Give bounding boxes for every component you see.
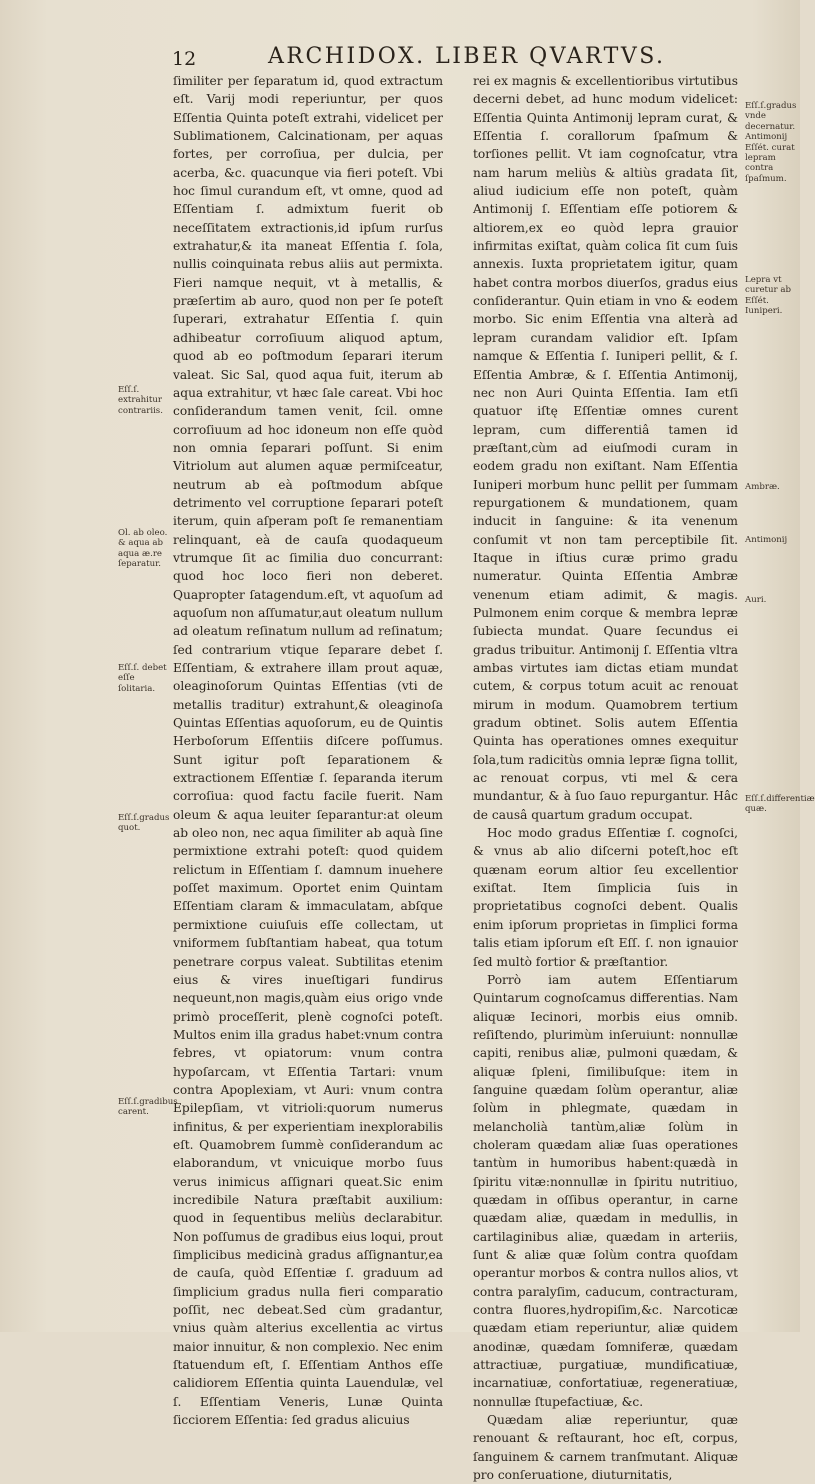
page-header [0, 44, 800, 74]
margin-note-left: Eſſ.ſ.gradibus carent. [118, 1097, 178, 1118]
margin-note-right: Eſſ.ſ.differentiæ quæ. [745, 794, 815, 815]
margin-note-left: Eſſ.ſ. debet eſſe ſolitaria. [118, 663, 167, 694]
right-text-column [473, 72, 738, 1484]
left-paragraph: ſimiliter per ſeparatum id, quod extractum eſt. Varij modi reperiuntur, per quos Eſſentia Quinta poteſt extrahi, videlicet per Sublimationem, Calcinationam, per aquas fortes, per corroſiua, per dulcia, per acerba, &c. quacunque via fieri poteſt. Vbi hoc ſimul curandum eſt, vt omne, quod ad Eſſentiam ſ. admixtum fuerit ob neceſſitatem extractionis,id ipſum rurſus extrahatur,& ita maneat Eſſentia ſ. ſola, nullis coinquinata rebus aliis aut permixta. Fieri namque nequit, vt à metallis, & præſertim ab auro, quod non per ſe poteſt ſuperari, extrahatur Eſſentia ſ. quin adhibeatur corroſiuum aliquod aptum, quod ab eo poſtmodum ſeparari iterum valeat. Sic Sal, quod aqua fuit, iterum ab aqua extrahitur, vt hæc ſale careat. Vbi hoc conſiderandum tamen venit, ſcil. omne corroſiuum ad hoc idoneum non eſſe quòd non omnia ſeparari poſſunt. Si enim Vitriolum aut alumen aquæ permiſceatur, neutrum ab eà poſtmodum abſque detrimento vel corruptione ſeparari poteſt iterum, quin aſperam poſt ſe remanentiam relinquant, eà de cauſa quodaqueum vtrumque ſit ac ſimilia duo concurrant: quod hoc loco fieri non deberet. Quapropter ſatagendum.eſt, vt aquoſum ad aquoſum non aſſumatur,aut oleatum nullum ad oleatum reſinatum nullum ad reſinatum; ſed contrarium vtique ſeparare debet ſ. Eſſentiam, & extrahere illam prout aquæ, oleaginoſorum Quintas Eſſentias (vti de metallis traditur) extrahunt,& oleaginoſa Quintas Eſſentias aquoſorum, eu de Quintis Herboſorum Eſſentiis diſcere poſſumus. Sunt igitur poſt ſeparationem & extractionem Eſſentiæ ſ. ſeparanda iterum corroſiua: quod factu facile fuerit. Nam oleum & aqua leuiter ſeparantur:at oleum ab oleo non, nec aqua ſimiliter ab aquà ſine permixtione extrahi poteſt: quod quidem relictum in Eſſentiam ſ. damnum inuehere poſſet maximum. Oportet enim Quintam Eſſentiam claram & immaculatam, abſque permixtione cuiuſuis eſſe collectam, ut vniformem ſubſtantiam habeat, qua totum penetrare corpus valeat. Subtilitas etenim eius & vires inueſtigari fundirus nequeunt,non magis,quàm eius origo vnde primò proceſſerit, plenè cognoſci poteſt. Multos enim illa gradus habet:vnum contra febres, vt opiatorum: vnum contra hypoſarcam, vt Eſſentia Tartari: vnum contra Apoplexiam, vt Auri: vnum contra Epilepſiam, vt vitrioli:quorum numerus infinitus, & per experientiam inexplorabilis eſt. Quamobrem ſummè conſiderandum ac elaborandum, vt vnicuique morbo ſuus verus inimicus aſſignari queat.Sic enim incredibile Natura præſtabit auxilium: quod in ſequentibus meliùs declarabitur. Non poſſumus de gradibus eius loqui, prout ſimplicibus medicinà gradus aſſignantur,ea de cauſa, quòd Eſſentiæ ſ. graduum ad ſimplicium gradus nulla fieri comparatio poſſit, nec debeat.Sed cùm gradantur, vnius quàm alterius excellentia ac virtus maior innuitur, & non complexio. Nec enim ſtatuendum eſt, ſ. Eſſentiam Anthos eſſe calidiorem Eſſentia quinta Lauendulæ, vel ſ. Eſſentiam Veneris, Lunæ Quinta ſicciorem Eſſentia: ſed gradus alicuius [173, 74, 443, 1428]
margin-note-right: Eſſ.ſ.gradus vnde decernatur. Antimonij Eſſét. curat lepram contra ſpaſmum. [745, 101, 797, 184]
left-text-column [173, 72, 443, 1429]
margin-note-right: Lepra vt curetur ab Eſſét. Iuniperi. [745, 275, 791, 317]
margin-note-right: Antimonij [745, 535, 788, 545]
page-number: 12 [172, 48, 197, 70]
right-paragraph-3: Porrò iam autem Eſſentiarum Quintarum cognoſcamus differentias. Nam aliquæ Iecinori, morbis eius omnib. reſiſtendo, plurimùm inſeruiunt: nonnullæ capiti, renibus aliæ, pulmoni quædam, & aliquæ ſpleni, ſimilibuſque: item in ſanguine quædam ſolùm operantur, aliæ ſolùm in phlegmate, quædam in melancholià tantùm,aliæ ſolùm in choleram quædam aliæ ſuas operationes tantùm in humoribus habent:quædà in ſpiritu vitæ:nonnullæ in ſpiritu nutritiuo, quædam in oſſibus operantur, in carne quædam aliæ, quædam in medullis, in cartilaginibus aliæ, quædam in arteriis, ſunt & aliæ quæ ſolùm contra quoſdam operantur morbos & contra nullos alios, vt contra paralyſim, caducum, contracturam, contra fluores,hydropiſim,&c. Narcoticæ quædam etiam reperiuntur, aliæ quidem anodinæ, quædam ſomniferæ, quædam attractiuæ, purgatiuæ, mundificatiuæ, incarnatiuæ, confortatiuæ, regeneratiuæ, nonnullæ ſtupefactiuæ, &c. [473, 972, 738, 1409]
margin-note-right: Auri. [745, 595, 767, 605]
margin-note-left: Eſſ.ſ.gradus quot. [118, 813, 170, 834]
right-paragraph-2: Hoc modo gradus Eſſentiæ ſ. cognoſci, & vnus ab alio diſcerni poteſt,hoc eſt quænam eorum altior ſeu excellentior exiſtat. Item ſimplicia ſuis in proprietatibus cognoſci debent. Qualis enim ipſorum proprietas in ſimplici forma talis etiam ipſorum eſt Eſſ. ſ. non ignauior ſed multò fortior & præſtantior. [473, 826, 738, 969]
running-title: ARCHIDOX. LIBER QVARTVS. [268, 44, 666, 69]
margin-note-left: Ol. ab oleo. & aqua ab aqua æ.re ſeparatur. [118, 528, 168, 570]
margin-note-left: Eſſ.ſ. extrahitur contrariis. [118, 385, 163, 416]
margin-note-right: Ambræ. [745, 482, 780, 492]
right-paragraph-1: rei ex magnis & excellentioribus virtutibus decerni debet, ad hunc modum videlicet: Eſſentia Quinta Antimonij lepram curat, & Eſſentia ſ. corallorum ſpaſmum & torſiones pellit. Vt iam cognoſcatur, vtra nam harum meliùs & altiùs gradata ſit, aliud iudicium eſſe non poteſt, quàm Antimonij ſ. Eſſentiam eſſe potiorem & altiorem,ex eo quòd lepra grauior infirmitas exiſtat, quàm colica ſit cum ſuis annexis. Iuxta proprietatem igitur, quam habet contra morbos diuerſos, gradus eius conſiderantur. Quin etiam in vno & eodem morbo. Sic enim Eſſentia vna alterà ad lepram curandam validior eſt. Ipſam namque & Eſſentia ſ. Iuniperi pellit, & ſ. Eſſentia Ambræ, & ſ. Eſſentia Antimonij, nec non Auri Quinta Eſſentia. Iam etſi quatuor iſtę Eſſentiæ omnes curent lepram, cum differentiâ tamen id præſtant,cùm ad eiuſmodi curam in eodem gradu non exiſtant. Nam Eſſentia Iuniperi morbum hunc pellit per ſummam repurgationem & mundationem, quam inducit in ſanguine: & ita venenum conſumit vt non tam perceptibile ſit. Itaque in iſtius curæ primo gradu numeratur. Quinta Eſſentia Ambræ venenum etiam adimit, & magis. Pulmonem enim corque & membra lepræ ſubiecta mundat. Quare ſecundus ei gradus tribuitur. Antimonij ſ. Eſſentia vltra ambas virtutes iam dictas etiam mundat cutem, & corpus totum acuit ac renouat mirum in modum. Quamobrem tertium gradum obtinet. Solis autem Eſſentia Quinta has operationes omnes exequitur ſola,tum radicitùs omnia lepræ ſigna tollit, ac renouat corpus, vti mel & cera mundantur, & à ſuo ſauo repurgantur. Hâc de causâ quartum gradum occupat. [473, 74, 738, 822]
right-paragraph-4: Quædam aliæ reperiuntur, quæ renouant & reſtaurant, hoc eſt, corpus, ſanguinem & carnem tranſmutant. Aliquæ pro conſeruatione, diuturnitatis, [473, 1413, 738, 1483]
